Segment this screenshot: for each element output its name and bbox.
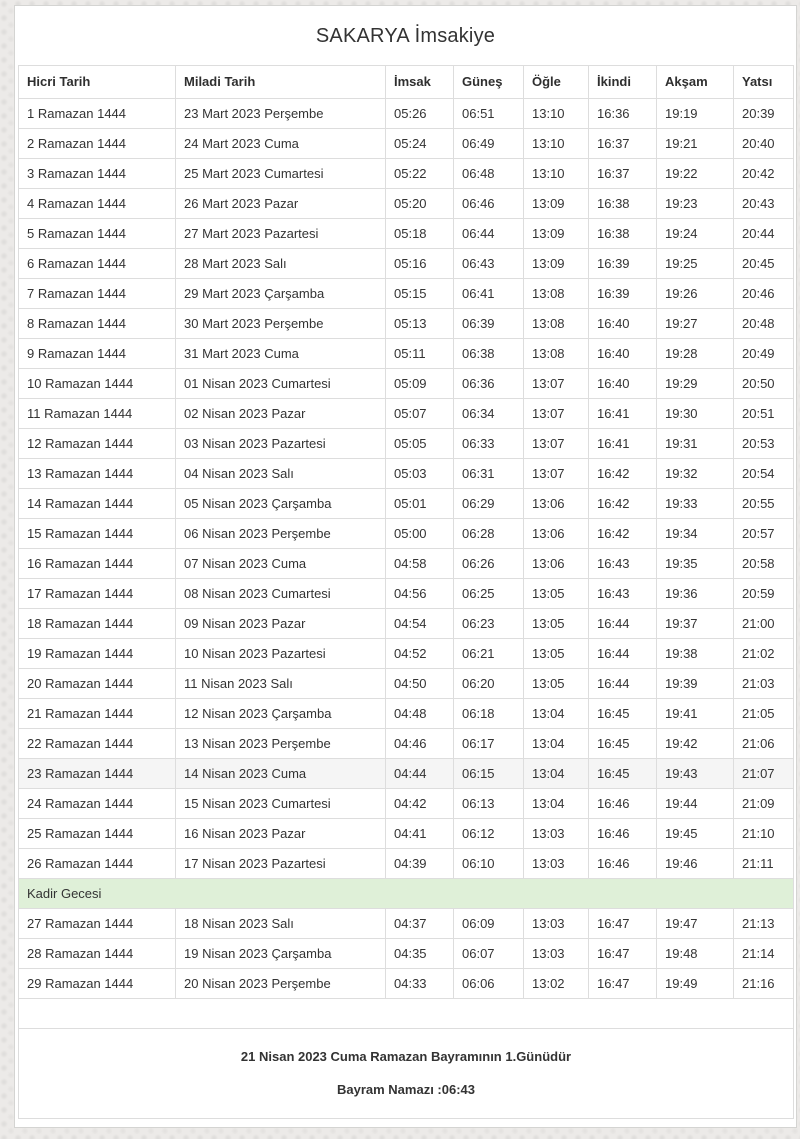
cell-gunes: 06:17 [454,729,524,759]
cell-ogle: 13:02 [524,969,589,999]
cell-ogle: 13:05 [524,579,589,609]
column-header-aksam: Akşam [657,66,734,99]
cell-miladi-tarih: 16 Nisan 2023 Pazar [176,819,386,849]
cell-gunes: 06:46 [454,189,524,219]
cell-aksam: 19:26 [657,279,734,309]
cell-aksam: 19:31 [657,429,734,459]
cell-imsak: 05:13 [386,309,454,339]
cell-hicri-tarih: 5 Ramazan 1444 [19,219,176,249]
cell-ikindi: 16:43 [589,549,657,579]
cell-miladi-tarih: 24 Mart 2023 Cuma [176,129,386,159]
cell-yatsi: 20:57 [734,519,794,549]
cell-hicri-tarih: 9 Ramazan 1444 [19,339,176,369]
cell-ogle: 13:07 [524,429,589,459]
cell-aksam: 19:30 [657,399,734,429]
cell-imsak: 05:20 [386,189,454,219]
cell-miladi-tarih: 15 Nisan 2023 Cumartesi [176,789,386,819]
cell-aksam: 19:41 [657,699,734,729]
cell-ikindi: 16:47 [589,909,657,939]
table-row [19,789,794,819]
cell-miladi-tarih: 23 Mart 2023 Perşembe [176,99,386,129]
cell-ikindi: 16:41 [589,429,657,459]
cell-ikindi: 16:37 [589,159,657,189]
cell-gunes: 06:48 [454,159,524,189]
cell-yatsi: 20:45 [734,249,794,279]
cell-ikindi: 16:39 [589,279,657,309]
table-row [19,369,794,399]
cell-gunes: 06:36 [454,369,524,399]
cell-imsak: 05:07 [386,399,454,429]
cell-ikindi: 16:45 [589,759,657,789]
cell-hicri-tarih: 17 Ramazan 1444 [19,579,176,609]
cell-miladi-tarih: 25 Mart 2023 Cumartesi [176,159,386,189]
cell-hicri-tarih: 14 Ramazan 1444 [19,489,176,519]
cell-imsak: 04:42 [386,789,454,819]
cell-ogle: 13:06 [524,549,589,579]
cell-hicri-tarih: 26 Ramazan 1444 [19,849,176,879]
cell-gunes: 06:33 [454,429,524,459]
table-row [19,189,794,219]
cell-gunes: 06:43 [454,249,524,279]
table-header-row [19,66,794,99]
cell-imsak: 05:00 [386,519,454,549]
table-row [19,279,794,309]
cell-yatsi: 21:14 [734,939,794,969]
cell-ogle: 13:07 [524,369,589,399]
cell-gunes: 06:06 [454,969,524,999]
table-row [19,969,794,999]
cell-ogle: 13:10 [524,129,589,159]
cell-gunes: 06:21 [454,639,524,669]
table-row [19,609,794,639]
cell-yatsi: 20:42 [734,159,794,189]
cell-ikindi: 16:47 [589,939,657,969]
table-row [19,519,794,549]
cell-ogle: 13:05 [524,669,589,699]
cell-ikindi: 16:37 [589,129,657,159]
table-row [19,459,794,489]
cell-miladi-tarih: 31 Mart 2023 Cuma [176,339,386,369]
cell-yatsi: 21:16 [734,969,794,999]
cell-hicri-tarih: 2 Ramazan 1444 [19,129,176,159]
cell-miladi-tarih: 30 Mart 2023 Perşembe [176,309,386,339]
cell-gunes: 06:23 [454,609,524,639]
cell-imsak: 05:15 [386,279,454,309]
cell-imsak: 05:16 [386,249,454,279]
cell-ogle: 13:04 [524,729,589,759]
cell-ogle: 13:06 [524,489,589,519]
cell-aksam: 19:28 [657,339,734,369]
cell-aksam: 19:45 [657,819,734,849]
cell-gunes: 06:20 [454,669,524,699]
cell-yatsi: 20:58 [734,549,794,579]
cell-ogle: 13:09 [524,219,589,249]
cell-imsak: 04:54 [386,609,454,639]
cell-hicri-tarih: 16 Ramazan 1444 [19,549,176,579]
cell-imsak: 04:46 [386,729,454,759]
table-row [19,399,794,429]
cell-aksam: 19:46 [657,849,734,879]
cell-ogle: 13:07 [524,399,589,429]
cell-miladi-tarih: 20 Nisan 2023 Perşembe [176,969,386,999]
cell-gunes: 06:41 [454,279,524,309]
table-row [19,849,794,879]
cell-aksam: 19:42 [657,729,734,759]
prayer-times-table [18,65,794,1119]
cell-ikindi: 16:46 [589,789,657,819]
cell-gunes: 06:28 [454,519,524,549]
cell-hicri-tarih: 19 Ramazan 1444 [19,639,176,669]
cell-ikindi: 16:41 [589,399,657,429]
kadir-gecesi-label: Kadir Gecesi [19,879,794,909]
cell-miladi-tarih: 27 Mart 2023 Pazartesi [176,219,386,249]
cell-miladi-tarih: 13 Nisan 2023 Perşembe [176,729,386,759]
cell-hicri-tarih: 25 Ramazan 1444 [19,819,176,849]
spacer-cell [19,999,794,1029]
cell-ogle: 13:05 [524,639,589,669]
cell-ikindi: 16:46 [589,849,657,879]
table-wrapper [15,65,796,1127]
cell-miladi-tarih: 02 Nisan 2023 Pazar [176,399,386,429]
cell-yatsi: 20:51 [734,399,794,429]
cell-yatsi: 21:09 [734,789,794,819]
cell-imsak: 04:33 [386,969,454,999]
cell-ogle: 13:05 [524,609,589,639]
cell-ikindi: 16:47 [589,969,657,999]
cell-ikindi: 16:38 [589,219,657,249]
table-row [19,489,794,519]
cell-imsak: 05:09 [386,369,454,399]
cell-yatsi: 20:50 [734,369,794,399]
column-header-miladi-tarih: Miladi Tarih [176,66,386,99]
cell-ikindi: 16:42 [589,459,657,489]
cell-yatsi: 20:40 [734,129,794,159]
cell-hicri-tarih: 22 Ramazan 1444 [19,729,176,759]
cell-gunes: 06:38 [454,339,524,369]
cell-aksam: 19:33 [657,489,734,519]
cell-yatsi: 21:03 [734,669,794,699]
cell-ikindi: 16:40 [589,309,657,339]
cell-aksam: 19:23 [657,189,734,219]
cell-yatsi: 21:10 [734,819,794,849]
cell-yatsi: 20:55 [734,489,794,519]
cell-imsak: 05:01 [386,489,454,519]
cell-gunes: 06:07 [454,939,524,969]
cell-ogle: 13:08 [524,309,589,339]
cell-aksam: 19:35 [657,549,734,579]
cell-ogle: 13:04 [524,789,589,819]
column-header-imsak: İmsak [386,66,454,99]
cell-hicri-tarih: 12 Ramazan 1444 [19,429,176,459]
cell-hicri-tarih: 28 Ramazan 1444 [19,939,176,969]
cell-ikindi: 16:44 [589,669,657,699]
cell-aksam: 19:29 [657,369,734,399]
cell-hicri-tarih: 29 Ramazan 1444 [19,969,176,999]
cell-aksam: 19:44 [657,789,734,819]
cell-ogle: 13:04 [524,699,589,729]
cell-yatsi: 21:05 [734,699,794,729]
cell-yatsi: 21:02 [734,639,794,669]
cell-gunes: 06:09 [454,909,524,939]
prayer-table-body [19,99,794,1119]
cell-hicri-tarih: 18 Ramazan 1444 [19,609,176,639]
cell-ikindi: 16:44 [589,639,657,669]
cell-ikindi: 16:42 [589,489,657,519]
cell-imsak: 05:22 [386,159,454,189]
cell-ikindi: 16:39 [589,249,657,279]
cell-ogle: 13:07 [524,459,589,489]
cell-miladi-tarih: 17 Nisan 2023 Pazartesi [176,849,386,879]
table-row [19,549,794,579]
cell-aksam: 19:32 [657,459,734,489]
table-row [19,909,794,939]
bayram-note-line1: 21 Nisan 2023 Cuma Ramazan Bayramının 1.Günüdür [240,1049,572,1064]
cell-ogle: 13:04 [524,759,589,789]
cell-aksam: 19:22 [657,159,734,189]
cell-miladi-tarih: 11 Nisan 2023 Salı [176,669,386,699]
table-row [19,159,794,189]
column-header-ogle: Öğle [524,66,589,99]
cell-yatsi: 20:46 [734,279,794,309]
cell-hicri-tarih: 11 Ramazan 1444 [19,399,176,429]
cell-hicri-tarih: 15 Ramazan 1444 [19,519,176,549]
cell-gunes: 06:15 [454,759,524,789]
cell-imsak: 04:50 [386,669,454,699]
cell-hicri-tarih: 4 Ramazan 1444 [19,189,176,219]
cell-ogle: 13:03 [524,819,589,849]
cell-gunes: 06:29 [454,489,524,519]
cell-ogle: 13:10 [524,159,589,189]
cell-ogle: 13:10 [524,99,589,129]
cell-yatsi: 21:11 [734,849,794,879]
cell-aksam: 19:49 [657,969,734,999]
cell-hicri-tarih: 8 Ramazan 1444 [19,309,176,339]
cell-ikindi: 16:38 [589,189,657,219]
column-header-gunes: Güneş [454,66,524,99]
cell-miladi-tarih: 01 Nisan 2023 Cumartesi [176,369,386,399]
table-row [19,639,794,669]
table-row [19,819,794,849]
cell-yatsi: 20:59 [734,579,794,609]
cell-ikindi: 16:46 [589,819,657,849]
cell-gunes: 06:13 [454,789,524,819]
spacer-row [19,999,794,1029]
cell-ikindi: 16:40 [589,369,657,399]
cell-yatsi: 20:39 [734,99,794,129]
cell-ogle: 13:06 [524,519,589,549]
cell-ogle: 13:03 [524,849,589,879]
cell-imsak: 04:39 [386,849,454,879]
cell-imsak: 04:52 [386,639,454,669]
cell-aksam: 19:24 [657,219,734,249]
table-row [19,939,794,969]
cell-miladi-tarih: 19 Nisan 2023 Çarşamba [176,939,386,969]
cell-hicri-tarih: 1 Ramazan 1444 [19,99,176,129]
cell-yatsi: 20:49 [734,339,794,369]
table-row [19,699,794,729]
cell-hicri-tarih: 20 Ramazan 1444 [19,669,176,699]
table-row [19,99,794,129]
cell-miladi-tarih: 26 Mart 2023 Pazar [176,189,386,219]
cell-aksam: 19:21 [657,129,734,159]
cell-ogle: 13:08 [524,279,589,309]
column-header-yatsi: Yatsı [734,66,794,99]
cell-imsak: 04:56 [386,579,454,609]
cell-hicri-tarih: 27 Ramazan 1444 [19,909,176,939]
cell-imsak: 04:44 [386,759,454,789]
column-header-hicri-tarih: Hicri Tarih [19,66,176,99]
cell-yatsi: 21:00 [734,609,794,639]
cell-ogle: 13:09 [524,249,589,279]
cell-yatsi: 20:48 [734,309,794,339]
cell-gunes: 06:12 [454,819,524,849]
cell-hicri-tarih: 3 Ramazan 1444 [19,159,176,189]
bayram-note-cell [19,1029,794,1119]
cell-ikindi: 16:42 [589,519,657,549]
cell-yatsi: 20:44 [734,219,794,249]
cell-miladi-tarih: 06 Nisan 2023 Perşembe [176,519,386,549]
table-row [19,729,794,759]
column-header-ikindi: İkindi [589,66,657,99]
cell-ogle: 13:09 [524,189,589,219]
cell-aksam: 19:19 [657,99,734,129]
cell-miladi-tarih: 05 Nisan 2023 Çarşamba [176,489,386,519]
cell-miladi-tarih: 14 Nisan 2023 Cuma [176,759,386,789]
cell-imsak: 04:58 [386,549,454,579]
table-row [19,219,794,249]
cell-imsak: 05:18 [386,219,454,249]
cell-miladi-tarih: 03 Nisan 2023 Pazartesi [176,429,386,459]
cell-gunes: 06:26 [454,549,524,579]
cell-miladi-tarih: 29 Mart 2023 Çarşamba [176,279,386,309]
cell-aksam: 19:25 [657,249,734,279]
cell-miladi-tarih: 07 Nisan 2023 Cuma [176,549,386,579]
imsakiye-card [14,5,797,1128]
cell-ikindi: 16:44 [589,609,657,639]
cell-hicri-tarih: 10 Ramazan 1444 [19,369,176,399]
cell-ikindi: 16:40 [589,339,657,369]
cell-hicri-tarih: 23 Ramazan 1444 [19,759,176,789]
cell-ogle: 13:03 [524,939,589,969]
cell-aksam: 19:37 [657,609,734,639]
cell-gunes: 06:51 [454,99,524,129]
table-row [19,249,794,279]
cell-hicri-tarih: 24 Ramazan 1444 [19,789,176,819]
cell-ikindi: 16:45 [589,729,657,759]
cell-aksam: 19:27 [657,309,734,339]
cell-aksam: 19:47 [657,909,734,939]
cell-gunes: 06:18 [454,699,524,729]
table-row [19,129,794,159]
cell-ikindi: 16:43 [589,579,657,609]
cell-imsak: 04:37 [386,909,454,939]
cell-aksam: 19:34 [657,519,734,549]
page-background [0,5,800,1139]
cell-hicri-tarih: 13 Ramazan 1444 [19,459,176,489]
cell-miladi-tarih: 18 Nisan 2023 Salı [176,909,386,939]
cell-miladi-tarih: 12 Nisan 2023 Çarşamba [176,699,386,729]
cell-yatsi: 20:43 [734,189,794,219]
cell-gunes: 06:25 [454,579,524,609]
cell-imsak: 05:05 [386,429,454,459]
table-row [19,339,794,369]
cell-imsak: 04:48 [386,699,454,729]
cell-hicri-tarih: 7 Ramazan 1444 [19,279,176,309]
kadir-gecesi-row [19,879,794,909]
table-row [19,429,794,459]
cell-ogle: 13:08 [524,339,589,369]
table-row [19,759,794,789]
cell-imsak: 04:35 [386,939,454,969]
cell-yatsi: 21:07 [734,759,794,789]
cell-gunes: 06:34 [454,399,524,429]
cell-imsak: 05:11 [386,339,454,369]
table-row [19,669,794,699]
cell-yatsi: 21:06 [734,729,794,759]
cell-gunes: 06:44 [454,219,524,249]
cell-aksam: 19:43 [657,759,734,789]
cell-miladi-tarih: 08 Nisan 2023 Cumartesi [176,579,386,609]
bayram-note-row [19,1029,794,1119]
cell-yatsi: 20:53 [734,429,794,459]
cell-gunes: 06:49 [454,129,524,159]
page-title: SAKARYA İmsakiye [315,25,496,47]
cell-miladi-tarih: 10 Nisan 2023 Pazartesi [176,639,386,669]
cell-miladi-tarih: 04 Nisan 2023 Salı [176,459,386,489]
cell-ikindi: 16:45 [589,699,657,729]
cell-aksam: 19:39 [657,669,734,699]
cell-ogle: 13:03 [524,909,589,939]
cell-imsak: 04:41 [386,819,454,849]
cell-hicri-tarih: 21 Ramazan 1444 [19,699,176,729]
cell-miladi-tarih: 09 Nisan 2023 Pazar [176,609,386,639]
cell-ikindi: 16:36 [589,99,657,129]
cell-imsak: 05:24 [386,129,454,159]
cell-miladi-tarih: 28 Mart 2023 Salı [176,249,386,279]
cell-aksam: 19:36 [657,579,734,609]
table-row [19,309,794,339]
cell-gunes: 06:31 [454,459,524,489]
cell-imsak: 05:26 [386,99,454,129]
cell-yatsi: 21:13 [734,909,794,939]
cell-imsak: 05:03 [386,459,454,489]
cell-gunes: 06:10 [454,849,524,879]
cell-aksam: 19:48 [657,939,734,969]
cell-yatsi: 20:54 [734,459,794,489]
table-row [19,579,794,609]
bayram-note-line2: Bayram Namazı :06:43 [336,1082,476,1097]
cell-aksam: 19:38 [657,639,734,669]
cell-gunes: 06:39 [454,309,524,339]
cell-hicri-tarih: 6 Ramazan 1444 [19,249,176,279]
